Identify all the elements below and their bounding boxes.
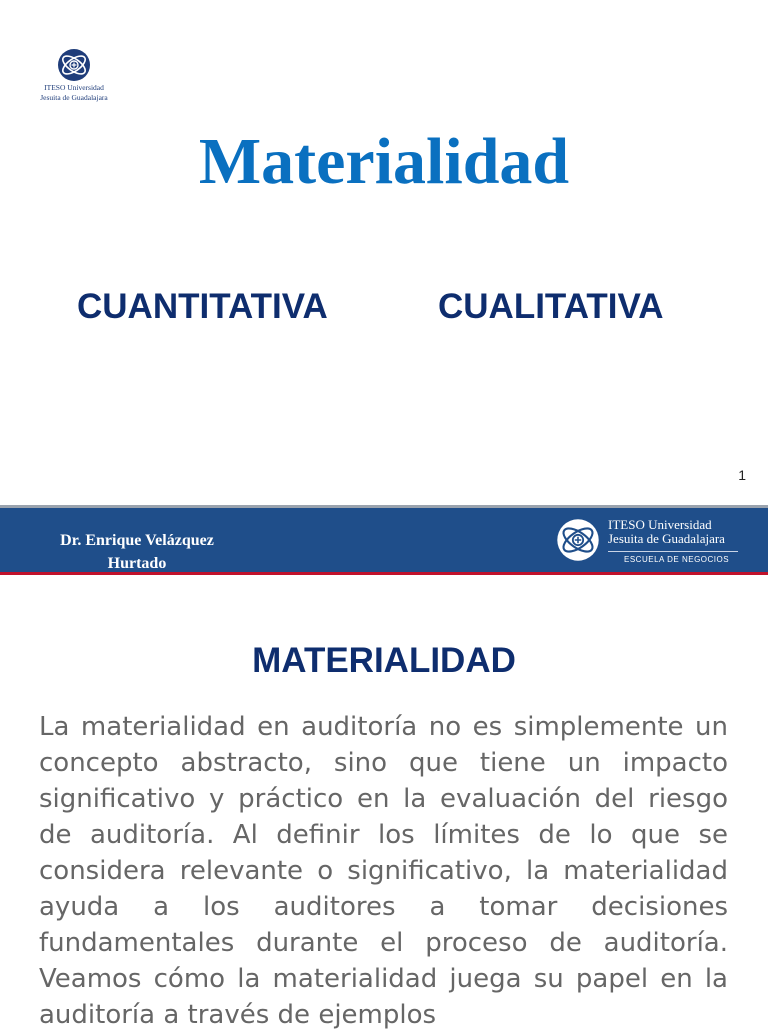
slide-page — [0, 0, 768, 505]
subtitle-cuantitativa: CUANTITATIVA — [77, 287, 328, 326]
footer-logo-line1: ITESO Universidad — [608, 517, 712, 532]
body-paragraph: La materialidad en auditoría no es simplemente un concepto abstracto, sino que tiene un impacto significativo y práctico en la evaluación del riesgo de auditoría. Al definir los límites de lo que se considera relevante o significativo, la materialidad ayuda a los auditores a tomar decisiones fundamentales durante el proceso de auditoría. Veamos cómo la materialidad juega su papel en la auditoría a través de ejemplos — [39, 712, 728, 1030]
slide-footer — [0, 505, 768, 575]
author-name — [0, 529, 274, 575]
document-page — [0, 575, 768, 1030]
logo-text-line2: Jesuita de Guadalajara — [40, 93, 108, 102]
footer-logo-divider — [608, 551, 738, 552]
subtitle-cualitativa: CUALITATIVA — [438, 287, 664, 326]
footer-logo-text — [608, 518, 758, 546]
iteso-footer-logo — [556, 517, 730, 564]
iteso-logo — [40, 48, 108, 102]
author-line2: Hurtado — [107, 555, 167, 572]
iteso-emblem-icon — [57, 48, 91, 82]
section-heading: MATERIALIDAD — [252, 641, 516, 680]
author-line1: Dr. Enrique Velázquez — [60, 532, 214, 549]
slide-number: 1 — [738, 467, 746, 483]
slide-title: Materialidad — [198, 125, 570, 198]
footer-logo-line2: Jesuita de Guadalajara — [608, 531, 725, 546]
school-name: ESCUELA DE NEGOCIOS — [624, 555, 730, 564]
logo-text-line1: ITESO Universidad — [44, 83, 104, 92]
iteso-emblem-icon — [556, 518, 600, 562]
